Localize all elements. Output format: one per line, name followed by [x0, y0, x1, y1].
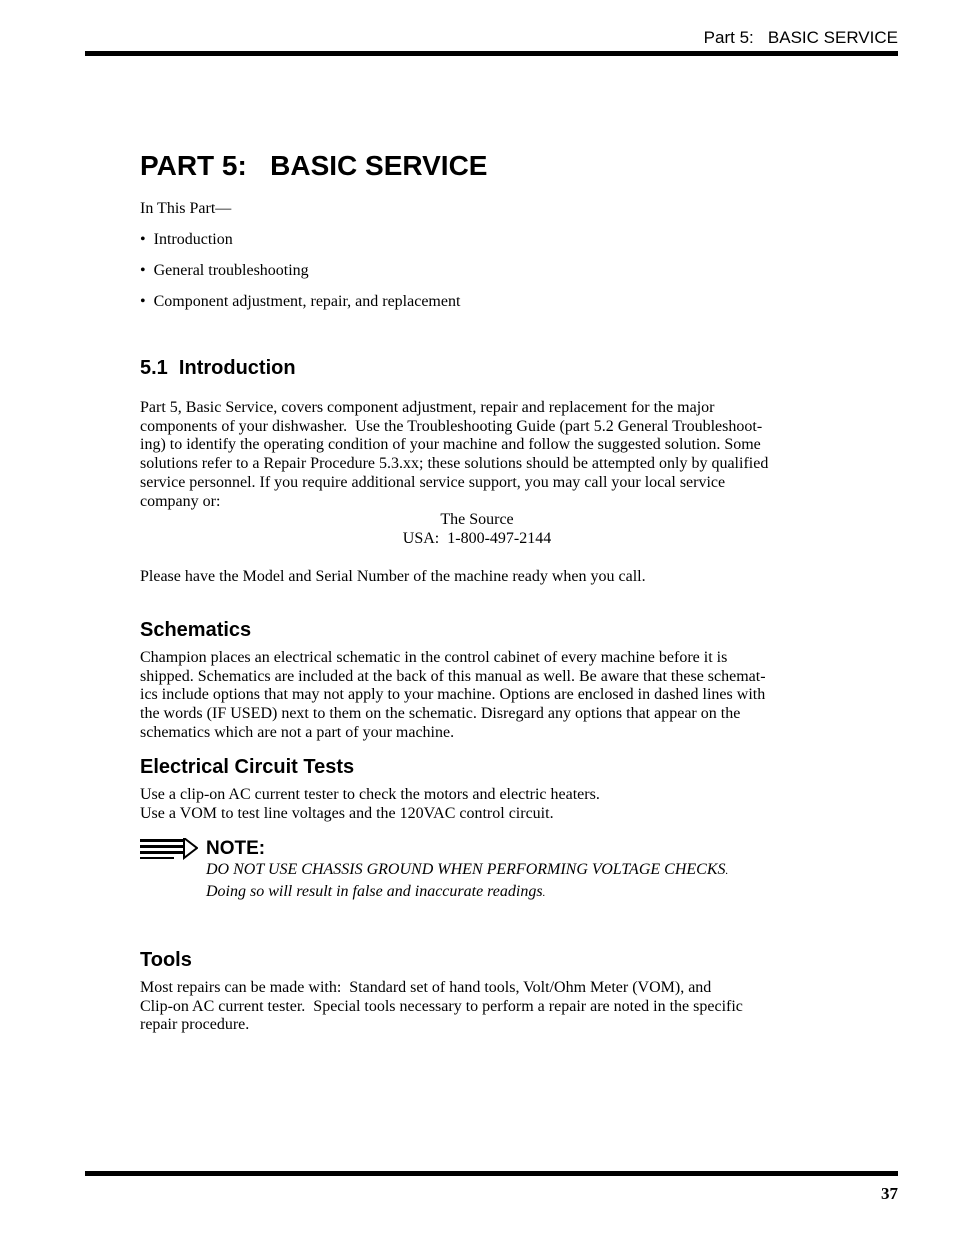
list-item — [140, 262, 309, 280]
note-warning-text: DO NOT USE CHASSIS GROUND WHEN PERFORMING VOLTAGE CHECKS — [206, 861, 726, 878]
paragraph-line: solutions refer to a Repair Procedure 5.3.xx; these solutions should be attempted only by qualified — [140, 455, 769, 473]
list-item-text: Component adjustment, repair, and replacement — [153, 293, 461, 310]
tools-paragraph — [140, 979, 830, 1035]
bullet-marker: • — [140, 293, 146, 310]
paragraph-line: Champion places an electrical schematic in the control cabinet of every machine before it is — [140, 649, 728, 666]
paragraph-line: company or: — [140, 492, 221, 510]
page-number: 37 — [881, 1184, 898, 1203]
running-header: Part 5: BASIC SERVICE — [703, 28, 898, 47]
introduction-paragraph — [140, 399, 830, 511]
footer-rule — [85, 1171, 898, 1176]
list-item-text: General troubleshooting — [153, 262, 309, 279]
paragraph-line: ics include options that may not apply to your machine. Options are enclosed in dashed lines with — [140, 686, 766, 704]
section-heading-schematics: Schematics — [140, 619, 252, 641]
list-item — [140, 293, 460, 311]
electrical-tests-paragraph — [140, 786, 830, 823]
schematics-paragraph — [140, 649, 830, 743]
in-this-part-label: In This Part— — [140, 200, 232, 217]
bullet-marker: • — [140, 231, 146, 248]
header-rule — [85, 51, 898, 56]
paragraph-line: the words (IF USED) next to them on the schematic. Disregard any options that appear on the — [140, 705, 741, 723]
paragraph-line: Use a clip-on AC current tester to check the motors and electric heaters. — [140, 786, 600, 803]
paragraph-line: repair procedure. — [140, 1016, 250, 1034]
note-arrow-icon — [140, 838, 198, 860]
section-heading-tools: Tools — [140, 949, 192, 971]
note-line — [206, 882, 826, 904]
contact-block — [140, 511, 814, 548]
paragraph-line: components of your dishwasher. Use the Troubleshooting Guide (part 5.2 General Troubleshoot- — [140, 417, 763, 435]
paragraph-line: Use a VOM to test line voltages and the 120VAC control circuit. — [140, 804, 554, 822]
contact-phone: USA: 1-800-497-2144 — [402, 529, 552, 547]
paragraph-line: schematics which are not a part of your machine. — [140, 723, 455, 741]
note-line — [206, 860, 826, 882]
paragraph-line: Most repairs can be made with: Standard set of hand tools, Volt/Ohm Meter (VOM), and — [140, 979, 712, 996]
section-heading-electrical-tests: Electrical Circuit Tests — [140, 756, 355, 778]
note-consequence-text: Doing so will result in false and inaccurate readings — [206, 882, 543, 900]
paragraph-line: service personnel. If you require additional service support, you may call your local service — [140, 473, 726, 491]
note-body — [206, 860, 826, 903]
note-period: . — [725, 865, 729, 877]
section-heading-introduction: 5.1 Introduction — [140, 357, 296, 379]
contact-name: The Source — [440, 511, 514, 528]
introduction-closing: Please have the Model and Serial Number of the machine ready when you call. — [140, 568, 646, 585]
note-label: NOTE: — [206, 838, 266, 859]
paragraph-line: Clip-on AC current tester. Special tools necessary to perform a repair are noted in the specific — [140, 997, 743, 1015]
note-period: . — [542, 886, 546, 899]
bullet-marker: • — [140, 262, 146, 279]
list-item-text: Introduction — [153, 231, 233, 248]
paragraph-line: ing) to identify the operating condition of your machine and follow the suggested solution. Some — [140, 436, 761, 454]
page-title: PART 5: BASIC SERVICE — [140, 150, 488, 181]
paragraph-line: Part 5, Basic Service, covers component adjustment, repair and replacement for the major — [140, 399, 715, 416]
list-item — [140, 231, 233, 249]
paragraph-line: shipped. Schematics are included at the back of this manual as well. Be aware that these schemat- — [140, 667, 766, 685]
